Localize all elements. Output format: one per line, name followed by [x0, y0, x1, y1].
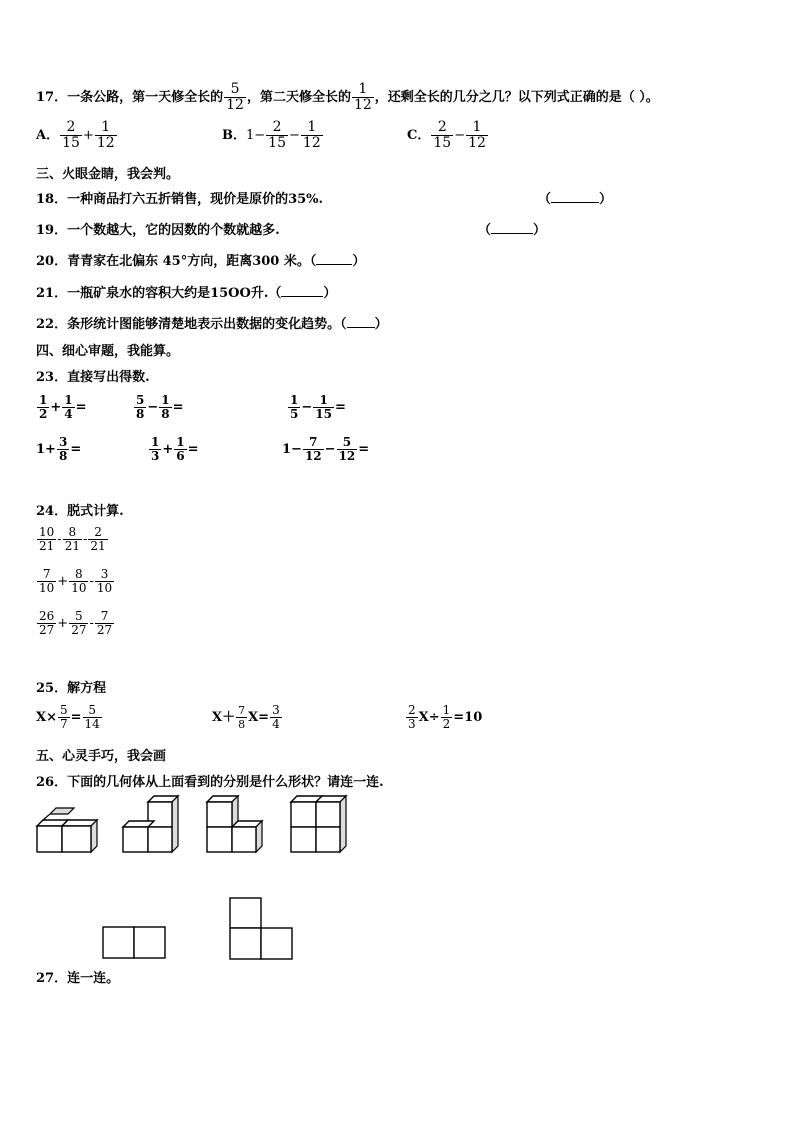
q18: 18．一种商品打六五折销售，现价是原价的35%.	[36, 192, 324, 207]
q26-title: 26．下面的几何体从上面看到的分别是什么形状？请连一连.	[36, 775, 384, 790]
section-4-heading: 四、细心审题，我能算。	[36, 344, 180, 359]
q23-expr-2: $\frac{5}{8}$ − $\frac{1}{8}$ =	[136, 393, 184, 421]
solid-figure-4[interactable]	[290, 792, 354, 856]
q24-title: 24．脱式计算.	[36, 504, 124, 519]
q17-option-c[interactable]: C． $\frac{2}{15}$ − $\frac{1}{12}$	[407, 119, 486, 151]
q19: 19．一个数越大，它的因数的个数就越多.	[36, 223, 280, 238]
q20: 20．青青家在北偏东 45°方向，距离300 米。（ ）	[36, 254, 366, 269]
q23-expr-4: 1+ $\frac{3}{8}$ =	[36, 435, 82, 463]
fraction: $\frac{5}{12}$	[226, 81, 244, 113]
q23-expr-3: $\frac{1}{5}$ − $\frac{1}{15}$ =	[290, 393, 346, 421]
q24-expr-1: $\frac{10}{21}$ - $\frac{8}{21}$ - $\frac{2}{21}$	[39, 525, 106, 553]
section-3-heading: 三、火眼金睛，我会判。	[36, 167, 180, 182]
q23-title: 23．直接写出得数.	[36, 370, 150, 385]
q22: 22．条形统计图能够清楚地表示出数据的变化趋势。（ ）	[36, 317, 388, 332]
q25-equation-2: X＋ $\frac{7}{8}$ X= $\frac{3}{4}$	[212, 703, 280, 731]
q21: 21．一瓶矿泉水的容积大约是15OO升.（ ）	[36, 286, 337, 301]
top-view-shape-1[interactable]	[102, 926, 166, 960]
solid-figure-3[interactable]	[206, 792, 270, 856]
top-view-shape-2[interactable]	[229, 897, 293, 961]
q17-stem: 17．一条公路，第一天修全长的 $\frac{5}{12}$ ，第二天修全长的 $\frac{1}{12}$ ，还剩全长的几分之几？以下列式正确的是（ ）。	[36, 81, 659, 113]
q17-option-a[interactable]: A． $\frac{2}{15}$ + $\frac{1}{12}$	[36, 119, 115, 151]
q19-answer-blank[interactable]: （ ）	[478, 223, 547, 238]
section-5-heading: 五、心灵手巧，我会画	[36, 749, 167, 764]
q18-answer-blank[interactable]: （ ）	[538, 192, 613, 207]
q24-expr-3: $\frac{26}{27}$ + $\frac{5}{27}$ - $\frac{7}{27}$	[39, 609, 113, 637]
q20-answer-blank[interactable]: （ ）	[309, 254, 366, 269]
q22-answer-blank[interactable]: （ ）	[340, 317, 388, 332]
q25-equation-1: X× $\frac{5}{7}$ = $\frac{5}{14}$	[36, 703, 100, 731]
q24-expr-2: $\frac{7}{10}$ + $\frac{8}{10}$ - $\frac{3}{10}$	[39, 567, 113, 595]
q25-title: 25．解方程	[36, 681, 107, 696]
q25-equation-3: $\frac{2}{3}$ X÷ $\frac{1}{2}$ =10	[408, 703, 483, 731]
q21-answer-blank[interactable]: （ ）	[268, 286, 337, 301]
solid-figure-1[interactable]	[36, 808, 106, 856]
q23-expr-6: 1− $\frac{7}{12}$ − $\frac{5}{12}$ =	[282, 435, 370, 463]
q23-expr-1: $\frac{1}{2}$ + $\frac{1}{4}$ =	[39, 393, 87, 421]
fraction: $\frac{1}{12}$	[353, 81, 372, 113]
q23-expr-5: $\frac{1}{3}$ + $\frac{1}{6}$ =	[151, 435, 199, 463]
solid-figure-2[interactable]	[122, 792, 184, 856]
q17-option-b[interactable]: B．1− $\frac{2}{15}$ − $\frac{1}{12}$	[222, 119, 321, 151]
q27-title: 27．连一连。	[36, 971, 120, 986]
